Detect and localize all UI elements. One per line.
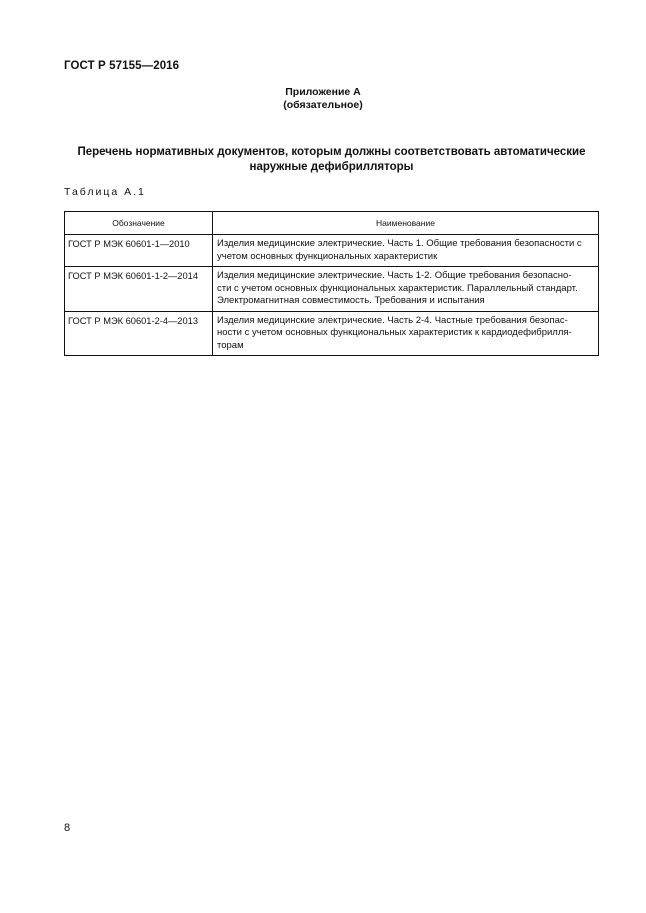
document-designation: ГОСТ Р МЭК 60601-2-4—2013: [65, 311, 213, 356]
document-name-line: учетом основных функциональных характеристик: [217, 250, 438, 262]
document-designation: ГОСТ Р МЭК 60601-1—2010: [65, 235, 213, 267]
document-name: [213, 267, 599, 312]
document-name-line: торам: [217, 339, 244, 351]
document-designation: ГОСТ Р МЭК 60601-1-2—2014: [65, 267, 213, 312]
document-title: [64, 145, 599, 175]
document-name-line: Изделия медицинские электрические. Часть 1-2. Общие требования безопасно-: [217, 270, 572, 281]
document-name-line: Изделия медицинские электрические. Часть 2-4. Частные требования безопас-: [217, 314, 568, 326]
document-name-line: Изделия медицинские электрические. Часть 1. Общие требования безопасности с: [217, 238, 582, 249]
appendix-title: Приложение А: [285, 86, 361, 98]
reference-documents-table: [64, 211, 599, 356]
table-caption: Таблица А.1: [64, 186, 146, 198]
page-number: 8: [64, 822, 71, 834]
document-name-line: сти с учетом основных функциональных характеристик. Параллельный стандарт.: [217, 282, 578, 294]
table-row: [65, 311, 599, 356]
document-title-line: наружные дефибрилляторы: [249, 161, 414, 173]
column-header-name: Наименование: [213, 212, 599, 235]
column-header-designation: Обозначение: [65, 212, 213, 235]
document-name-line: Электромагнитная совместимость. Требования и испытания: [217, 295, 485, 306]
table-row: [65, 235, 599, 267]
document-name: [213, 311, 599, 356]
table-row: [65, 267, 599, 312]
standard-code-header: ГОСТ Р 57155—2016: [64, 60, 180, 72]
appendix-status: (обязательное): [283, 99, 363, 111]
table-header-row: [65, 212, 599, 235]
document-name: [213, 235, 599, 267]
document-title-line: Перечень нормативных документов, которым должны соответствовать автоматические: [77, 146, 586, 158]
document-name-line: ности с учетом основных функциональных характеристик к кардиодефибрилля-: [217, 327, 572, 338]
